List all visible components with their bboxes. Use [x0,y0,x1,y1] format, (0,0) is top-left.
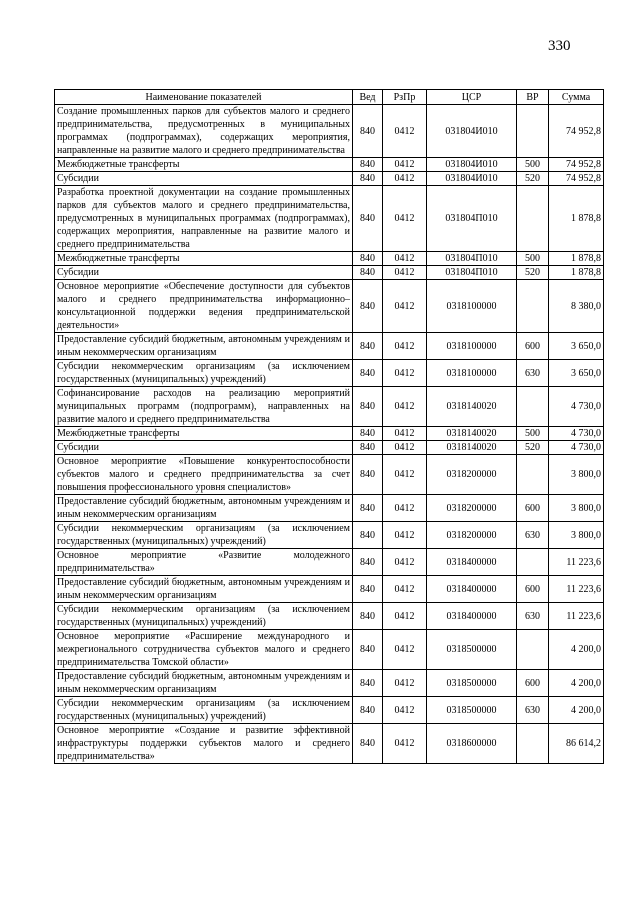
row-name: Межбюджетные трансферты [55,252,353,266]
row-vr [517,630,549,670]
table-row [55,603,604,630]
row-sum: 3 800,0 [549,495,604,522]
row-sum: 3 800,0 [549,455,604,495]
row-ved: 840 [353,158,383,172]
row-sum: 74 952,8 [549,105,604,158]
row-sum: 4 730,0 [549,441,604,455]
row-ved: 840 [353,333,383,360]
row-vr: 630 [517,603,549,630]
row-csr: 0318100000 [427,360,517,387]
row-rzpr: 0412 [383,455,427,495]
row-ved: 840 [353,427,383,441]
row-vr [517,724,549,764]
row-rzpr: 0412 [383,387,427,427]
row-sum: 74 952,8 [549,158,604,172]
row-vr: 600 [517,670,549,697]
row-csr: 0318400000 [427,549,517,576]
row-name: Предоставление субсидий бюджетным, автономным учреждениям и иным некоммерческим организациям [55,333,353,360]
table-row [55,387,604,427]
table-row [55,549,604,576]
row-name: Субсидии [55,172,353,186]
row-sum: 1 878,8 [549,252,604,266]
row-rzpr: 0412 [383,105,427,158]
row-sum: 4 730,0 [549,387,604,427]
table-row [55,495,604,522]
header-sum: Сумма [549,90,604,105]
row-ved: 840 [353,387,383,427]
table-row [55,105,604,158]
row-vr [517,105,549,158]
row-ved: 840 [353,603,383,630]
table-row [55,333,604,360]
page-number: 330 [548,38,571,54]
row-ved: 840 [353,172,383,186]
row-name: Субсидии некоммерческим организациям (за исключением государственных (муниципальных) учреждений) [55,603,353,630]
table-row [55,630,604,670]
row-csr: 031804И010 [427,105,517,158]
row-sum: 4 200,0 [549,630,604,670]
table-row [55,427,604,441]
table-row [55,697,604,724]
row-sum: 3 800,0 [549,522,604,549]
row-csr: 0318140020 [427,427,517,441]
table-header-row [55,90,604,105]
row-sum: 86 614,2 [549,724,604,764]
row-sum: 1 878,8 [549,186,604,252]
row-rzpr: 0412 [383,441,427,455]
row-name: Предоставление субсидий бюджетным, автономным учреждениям и иным некоммерческим организациям [55,495,353,522]
row-name: Предоставление субсидий бюджетным, автономным учреждениям и иным некоммерческим организациям [55,576,353,603]
row-ved: 840 [353,105,383,158]
table-row [55,522,604,549]
row-sum: 11 223,6 [549,603,604,630]
row-vr: 600 [517,576,549,603]
row-rzpr: 0412 [383,427,427,441]
row-sum: 11 223,6 [549,549,604,576]
row-csr: 0318500000 [427,697,517,724]
row-ved: 840 [353,670,383,697]
row-name: Основное мероприятие «Расширение международного и межрегионального сотрудничества субъектов малого и среднего предпринимательства Томской области» [55,630,353,670]
row-csr: 0318140020 [427,441,517,455]
row-csr: 031804И010 [427,158,517,172]
row-ved: 840 [353,549,383,576]
row-vr: 600 [517,495,549,522]
row-ved: 840 [353,455,383,495]
table-row [55,266,604,280]
row-sum: 4 730,0 [549,427,604,441]
row-csr: 0318200000 [427,495,517,522]
row-vr [517,186,549,252]
budget-table [54,89,604,764]
row-csr: 0318500000 [427,630,517,670]
row-vr: 600 [517,333,549,360]
header-name: Наименование показателей [55,90,353,105]
row-ved: 840 [353,630,383,670]
row-rzpr: 0412 [383,266,427,280]
row-ved: 840 [353,186,383,252]
row-ved: 840 [353,697,383,724]
row-rzpr: 0412 [383,522,427,549]
row-name: Межбюджетные трансферты [55,427,353,441]
table-row [55,172,604,186]
table-row [55,280,604,333]
table-body [55,105,604,764]
row-name: Субсидии некоммерческим организациям (за исключением государственных (муниципальных) учреждений) [55,697,353,724]
row-csr: 0318200000 [427,522,517,549]
row-vr: 630 [517,360,549,387]
row-csr: 031804П010 [427,186,517,252]
header-ved: Вед [353,90,383,105]
row-csr: 0318400000 [427,576,517,603]
row-rzpr: 0412 [383,724,427,764]
row-ved: 840 [353,360,383,387]
row-csr: 0318140020 [427,387,517,427]
row-ved: 840 [353,441,383,455]
row-csr: 0318600000 [427,724,517,764]
row-rzpr: 0412 [383,697,427,724]
row-csr: 031804И010 [427,172,517,186]
row-name: Основное мероприятие «Развитие молодежного предпринимательства» [55,549,353,576]
row-sum: 4 200,0 [549,670,604,697]
row-sum: 11 223,6 [549,576,604,603]
row-rzpr: 0412 [383,630,427,670]
row-name: Софинансирование расходов на реализацию мероприятий муниципальных программ (подпрограмм), направленных на развитие малого и среднего предпринимательства [55,387,353,427]
row-sum: 8 380,0 [549,280,604,333]
row-ved: 840 [353,495,383,522]
row-rzpr: 0412 [383,603,427,630]
row-name: Субсидии [55,441,353,455]
table-row [55,724,604,764]
row-rzpr: 0412 [383,186,427,252]
row-vr: 500 [517,252,549,266]
header-vr: ВР [517,90,549,105]
row-ved: 840 [353,252,383,266]
table-row [55,186,604,252]
table-row [55,360,604,387]
row-csr: 0318100000 [427,280,517,333]
table-row [55,252,604,266]
row-vr: 500 [517,427,549,441]
row-csr: 0318500000 [427,670,517,697]
row-vr [517,280,549,333]
row-vr [517,455,549,495]
row-csr: 031804П010 [427,252,517,266]
row-sum: 1 878,8 [549,266,604,280]
row-ved: 840 [353,522,383,549]
row-rzpr: 0412 [383,333,427,360]
row-csr: 031804П010 [427,266,517,280]
row-vr [517,387,549,427]
row-vr: 520 [517,172,549,186]
row-rzpr: 0412 [383,495,427,522]
table-row [55,158,604,172]
row-vr [517,549,549,576]
row-name: Субсидии некоммерческим организациям (за исключением государственных (муниципальных) учреждений) [55,522,353,549]
row-sum: 3 650,0 [549,360,604,387]
row-csr: 0318200000 [427,455,517,495]
row-csr: 0318400000 [427,603,517,630]
row-vr: 500 [517,158,549,172]
header-csr: ЦСР [427,90,517,105]
row-vr: 520 [517,266,549,280]
row-sum: 3 650,0 [549,333,604,360]
row-name: Разработка проектной документации на создание промышленных парков для субъектов малого и среднего предпринимательства, предусмотренных в муниципальных программах (подпрограммах), содержащих мероприятия, направленные на развитие малого и среднего предпринимательства [55,186,353,252]
row-ved: 840 [353,576,383,603]
table-row [55,576,604,603]
row-vr: 630 [517,522,549,549]
row-rzpr: 0412 [383,280,427,333]
row-name: Субсидии некоммерческим организациям (за исключением государственных (муниципальных) учреждений) [55,360,353,387]
row-rzpr: 0412 [383,158,427,172]
row-name: Создание промышленных парков для субъектов малого и среднего предпринимательства, предусмотренных в муниципальных программах (подпрограммах), содержащих мероприятия, направленные на развитие малого и среднего предпринимательства [55,105,353,158]
row-rzpr: 0412 [383,576,427,603]
row-csr: 0318100000 [427,333,517,360]
row-rzpr: 0412 [383,252,427,266]
table-row [55,670,604,697]
row-name: Межбюджетные трансферты [55,158,353,172]
row-name: Предоставление субсидий бюджетным, автономным учреждениям и иным некоммерческим организациям [55,670,353,697]
table-row [55,441,604,455]
row-rzpr: 0412 [383,360,427,387]
row-sum: 4 200,0 [549,697,604,724]
row-vr: 520 [517,441,549,455]
row-ved: 840 [353,724,383,764]
row-rzpr: 0412 [383,549,427,576]
header-rzpr: РзПр [383,90,427,105]
row-name: Субсидии [55,266,353,280]
row-ved: 840 [353,266,383,280]
table-row [55,455,604,495]
row-sum: 74 952,8 [549,172,604,186]
row-rzpr: 0412 [383,670,427,697]
row-name: Основное мероприятие «Обеспечение доступности для субъектов малого и среднего предпринимательства информационно–консультационной поддержки ведения предпринимательской деятельности» [55,280,353,333]
row-name: Основное мероприятие «Создание и развитие эффективной инфраструктуры поддержки субъектов малого и среднего предпринимательства» [55,724,353,764]
row-rzpr: 0412 [383,172,427,186]
row-name: Основное мероприятие «Повышение конкурентоспособности субъектов малого и среднего предпринимательства за счет повышения профессионального уровня специалистов» [55,455,353,495]
row-vr: 630 [517,697,549,724]
row-ved: 840 [353,280,383,333]
